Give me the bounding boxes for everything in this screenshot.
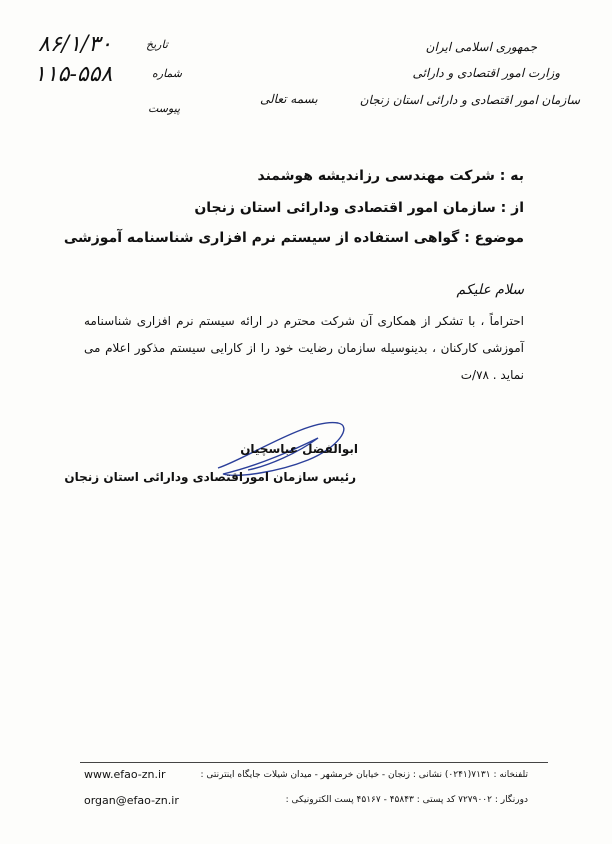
sender-line: از : سازمان امور اقتصادی ودارائی استان زنجان	[194, 200, 524, 216]
attachment-label: پیوست	[148, 102, 181, 115]
email-link[interactable]: organ@efao-zn.ir	[84, 794, 179, 807]
signer-name: ابوالفضل عباسچیان	[240, 442, 358, 456]
number-label: شماره	[152, 67, 183, 80]
greeting: سلام علیکم	[456, 282, 524, 298]
website-link[interactable]: www.efao-zn.ir	[84, 768, 166, 781]
signer-title: رئیس سازمان اموراقتصادی ودارائی استان زنجان	[64, 470, 356, 484]
ministry-line: وزارت امور اقتصادی و دارائی	[412, 66, 560, 80]
bismillah: بسمه تعالی	[260, 92, 318, 106]
date-label: تاریخ	[146, 38, 168, 51]
date-value: ۸۶/۱/۳۰	[38, 32, 112, 57]
recipient-line: به : شرکت مهندسی رزاندیشه هوشمند	[257, 168, 524, 184]
number-value: ۱۱۵-۵۵۸	[34, 62, 113, 87]
footer-divider	[80, 762, 548, 763]
subject-line: موضوع : گواهی استفاده از سیستم نرم افزاری شناسنامه آموزشی	[63, 230, 524, 246]
footer-fax-postal: دورنگار : ۷۲۷۹۰۰۲ کد پستی : ۴۵۸۴۳ - ۴۵۱۶۷ پست الکترونیکی :	[285, 795, 528, 805]
letter-body: احتراماً ، با تشکر از همکاری آن شرکت محترم در ارائه سیستم نرم افزاری شناسنامه آموزشی کارکنان ، بدینوسیله سازمان رضایت خود را از کارایی سیستم مذکور اعلام می نماید . ۷۸/ت	[84, 314, 524, 382]
government-line: جمهوری اسلامی ایران	[425, 40, 537, 54]
footer-phone-address: تلفنخانه : ۷۱۳۱(۰۲۴۱) نشانی : زنجان - خیابان خرمشهر - میدان شیلات جایگاه اینترنتی :	[200, 770, 528, 780]
organization-line: سازمان امور اقتصادی و دارائی استان زنجان	[359, 93, 580, 107]
